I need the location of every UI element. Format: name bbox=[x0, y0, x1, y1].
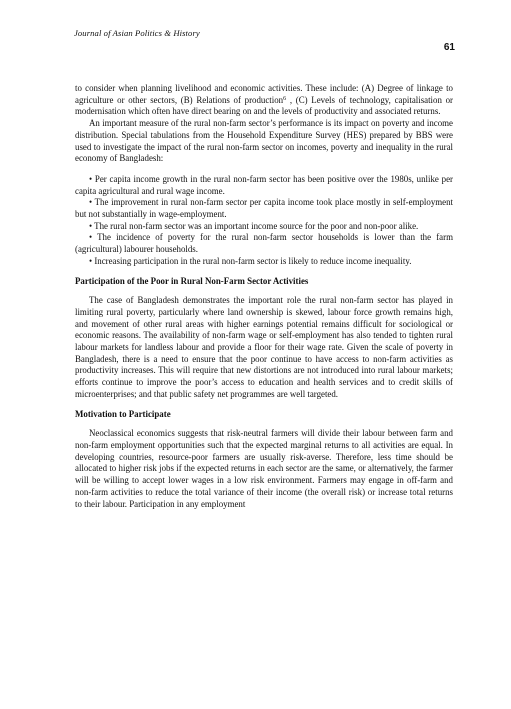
section-heading-participation: Participation of the Poor in Rural Non-Farm Sector Activities bbox=[75, 275, 309, 286]
paragraph-continued bbox=[75, 83, 453, 118]
section-heading-motivation: Motivation to Participate bbox=[75, 408, 171, 419]
footnote-reference[interactable]: 6 bbox=[283, 95, 287, 102]
paragraph-continued-text-a: to consider when planning livelihood and economic activities. These include: (A) Degree of linkage to agriculture or other sectors, (B) Relations of production bbox=[75, 83, 453, 105]
bullet-item: • Per capita income growth in the rural non-farm sector has been positive over the 1980s, unlike per capita agricultural and rural wage income. bbox=[75, 173, 453, 196]
paragraph-neoclassical: Neoclassical economics suggests that risk-neutral farmers will divide their labour between farm and non-farm employment opportunities such that the expected marginal returns to all activities are equal. In developing countries, resource-poor farmers are usually risk-averse. Therefore, less time should be allocated to higher risk jobs if the expected returns in each sector are the same, or alternatively, the farmer will be willing to accept lower wages in a low risk environment. Farmers may engage in off-farm and non-farm activities to reduce the total variance of their income (the overall risk) or increase total returns to their labour. Participation in any employment bbox=[75, 428, 453, 509]
bullet-item: • The incidence of poverty for the rural non-farm sector households is lower than the farm (agricultural) labourer households. bbox=[75, 232, 453, 255]
running-header-journal-title: Journal of Asian Politics & History bbox=[74, 28, 200, 38]
bullet-item: • The rural non-farm sector was an important income source for the poor and non-poor alike. bbox=[89, 220, 419, 231]
page-number: 61 bbox=[443, 42, 455, 53]
bullet-item: • Increasing participation in the rural non-farm sector is likely to reduce income inequality. bbox=[89, 255, 412, 266]
paragraph-continued-text-b: , (C) Levels of technology, capitalisation or modernisation which often have direct bearing on and the levels of productivity and associated returns. bbox=[75, 94, 453, 117]
body-text bbox=[75, 83, 453, 510]
paragraph-bangladesh-case: The case of Bangladesh demonstrates the important role the rural non-farm sector has played in limiting rural poverty, particularly where land ownership is skewed, labour force growth remains high, and movement of other rural areas with higher earnings potential remains difficult for sociological or economic reasons. The availability of non-farm wage or self-employment has also tended to tighten rural labour markets for landless labour and provide a floor for their wage rate. Given the scale of poverty in Bangladesh, there is a need to ensure that the poor continue to have access to non-farm activities as productivity increases. This will require that new distortions are not introduced into rural labour markets; efforts continue to improve the poor’s access to education and health services and to credit skills of microenterprises; and that public safety net programmes are well targeted. bbox=[75, 295, 453, 399]
paragraph-impact-measure: An important measure of the rural non-farm sector’s performance is its impact on poverty and income distribution. Special tabulations from the Household Expenditure Survey (HES) prepared by BBS were used to investigate the impact of the rural non-farm sector on incomes, poverty and inequality in the rural economy of Bangladesh: bbox=[75, 118, 453, 164]
bullet-item: • The improvement in rural non-farm sector per capita income took place mostly in self-employment but not substantially in wage-employment. bbox=[75, 197, 453, 220]
